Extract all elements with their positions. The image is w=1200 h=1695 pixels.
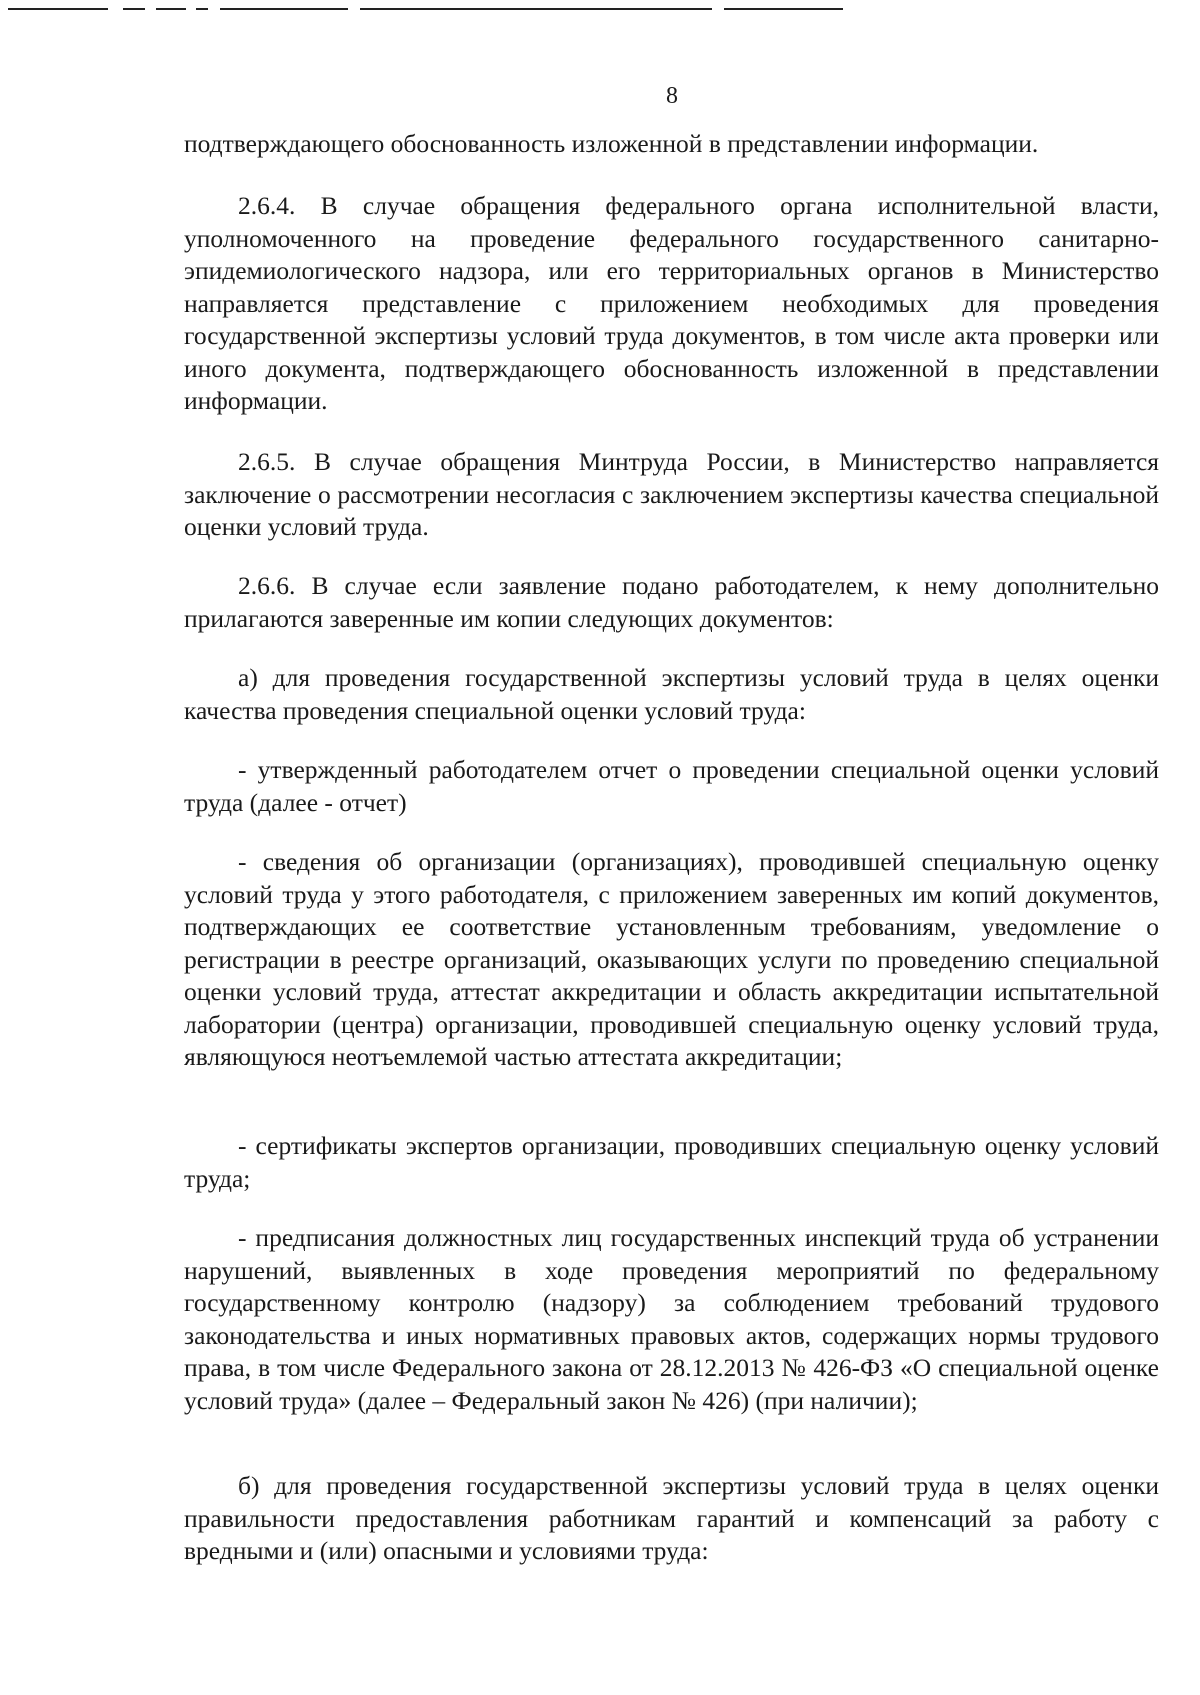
paragraph-text: 2.6.6. В случае если заявление подано работодателем, к нему дополнительно прилагаются заверенные им копии следующих документов: xyxy=(184,571,1159,633)
page-number: 8 xyxy=(666,83,678,109)
paragraph-text: подтверждающего обоснованность изложенной в представлении информации. xyxy=(184,129,1039,158)
list-item-report xyxy=(184,754,1159,819)
list-item-expert-certificates xyxy=(184,1130,1159,1195)
paragraph-2-6-4 xyxy=(184,190,1159,418)
paragraph-item-a xyxy=(184,662,1159,727)
scan-top-rule xyxy=(8,8,843,11)
paragraph-text: - сведения об организации (организациях), проводившей специальную оценку условий труда у этого работодателя, с приложением заверенных им копий документов, подтверждающих ее соответствие установленным требованиям, уведомление о регистрации в реестре организаций, оказывающих услуги по проведению специальной оценки условий труда, аттестат аккредитации и область аккредитации испытательной лаборатории (центра) организации, проводившей специальную оценку условий труда, являющуюся неотъемлемой частью аттестата аккредитации; xyxy=(184,847,1159,1071)
list-item-inspection-orders xyxy=(184,1222,1159,1417)
paragraph-text: 2.6.5. В случае обращения Минтруда России, в Министерство направляется заключение о рассмотрении несогласия с заключением экспертизы качества специальной оценки условий труда. xyxy=(184,447,1159,541)
paragraph-text: - сертификаты экспертов организации, проводивших специальную оценку условий труда; xyxy=(184,1131,1159,1193)
paragraph-2-6-6 xyxy=(184,570,1159,635)
paragraph-item-b xyxy=(184,1470,1159,1568)
paragraph-text: - предписания должностных лиц государственных инспекций труда об устранении нарушений, выявленных в ходе проведения мероприятий по федеральному государственному контролю (надзору) за соблюдением требований трудового законодательства и иных нормативных правовых актов, содержащих нормы трудового права, в том числе Федерального закона от 28.12.2013 № 426-ФЗ «О специальной оценке условий труда» (далее – Федеральный закон № 426) (при наличии); xyxy=(184,1223,1159,1415)
paragraph-text: б) для проведения государственной экспертизы условий труда в целях оценки правильности предоставления работникам гарантий и компенсаций за работу с вредными и (или) опасными и условиями труда: xyxy=(184,1471,1159,1565)
list-item-organization-info xyxy=(184,846,1159,1074)
paragraph-text: 2.6.4. В случае обращения федерального органа исполнительной власти, уполномоченного на проведение федерального государственного санитарно-эпидемиологического надзора, или его территориальных органов в Министерство направляется представление с приложением необходимых для проведения государственной экспертизы условий труда документов, в том числе акта проверки или иного документа, подтверждающего обоснованность изложенной в представлении информации. xyxy=(184,191,1159,415)
paragraph-text: - утвержденный работодателем отчет о проведении специальной оценки условий труда (далее - отчет) xyxy=(184,755,1159,817)
paragraph-1 xyxy=(184,128,1159,161)
paragraph-text: а) для проведения государственной экспертизы условий труда в целях оценки качества проведения специальной оценки условий труда: xyxy=(184,663,1159,725)
paragraph-2-6-5 xyxy=(184,446,1159,544)
